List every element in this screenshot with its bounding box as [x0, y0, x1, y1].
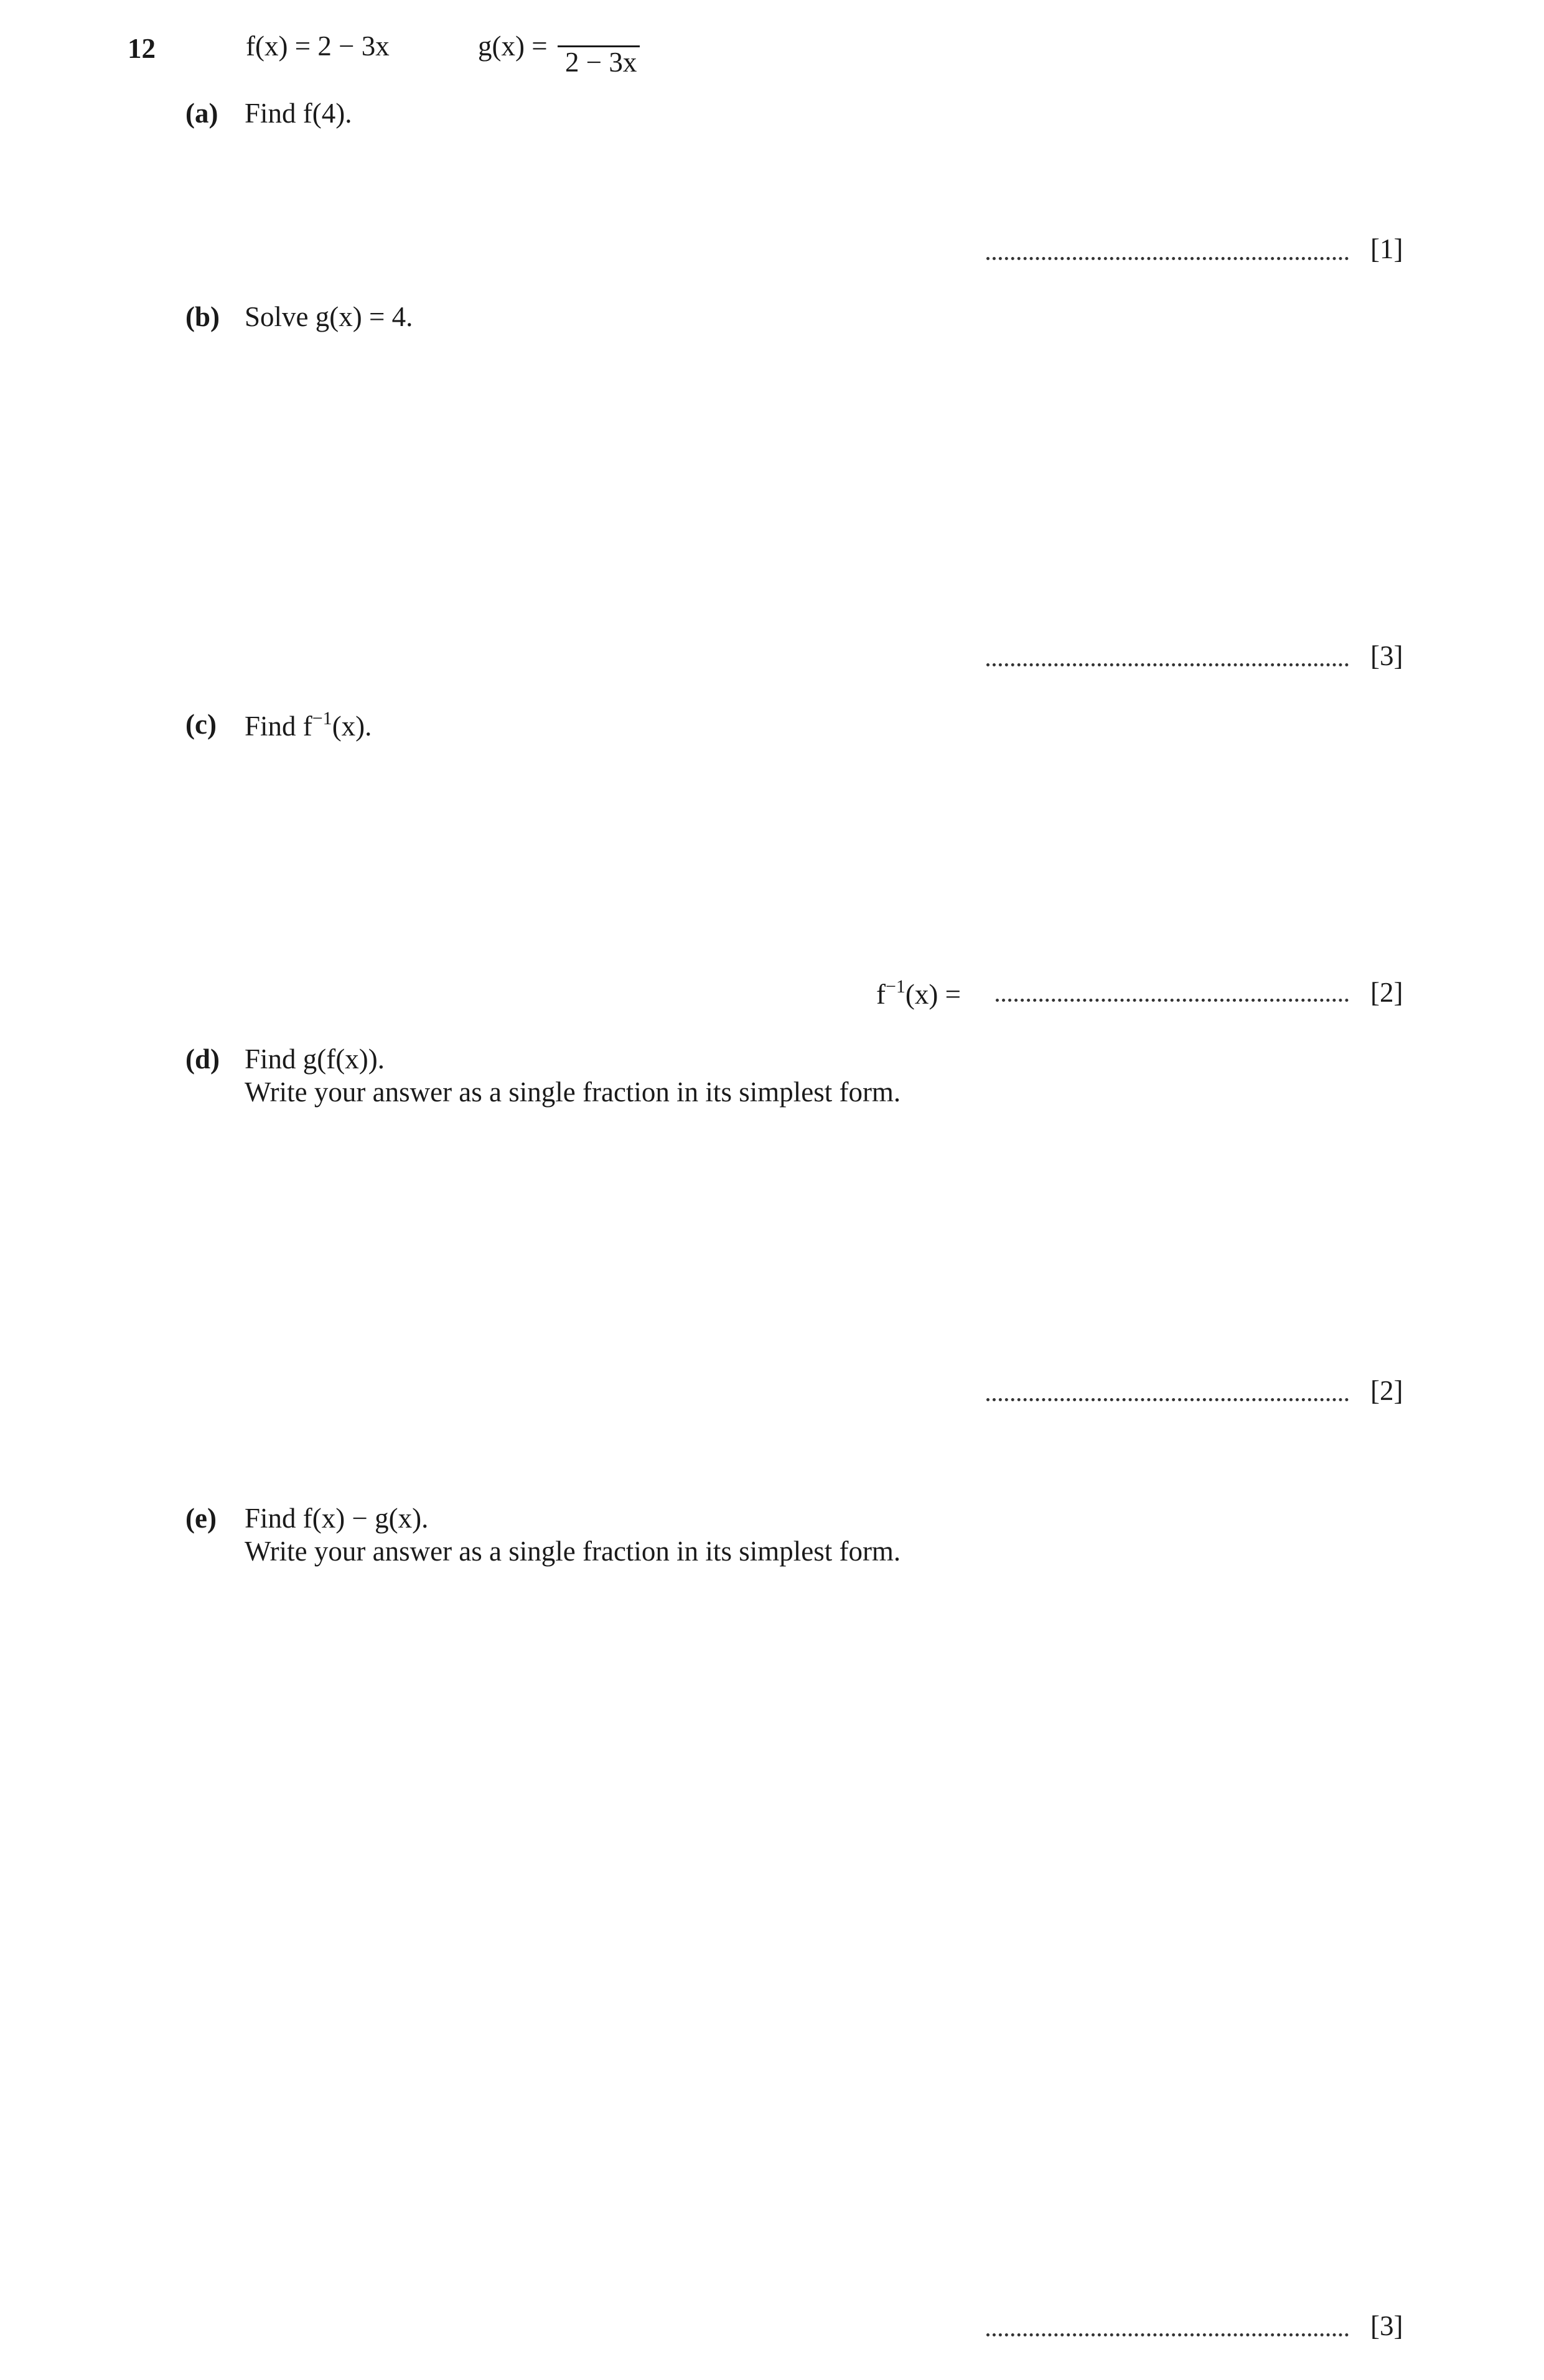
part-e-marks: [3] [1370, 2310, 1403, 2341]
part-b-marks: [3] [1370, 640, 1403, 671]
part-d-prompt: Find g(f(x)). [245, 1043, 385, 1075]
part-d-instruction: Write your answer as a single fraction in its simplest form. [245, 1076, 901, 1108]
part-a-marks: [1] [1370, 233, 1403, 264]
part-c-answer-f: f [876, 979, 886, 1010]
part-c-inverse-sup: −1 [312, 708, 332, 729]
part-c-answer-sup: −1 [886, 976, 905, 997]
question-number: 12 [128, 33, 156, 64]
part-e-label: (e) [185, 1503, 217, 1534]
part-c-prompt [245, 708, 372, 742]
part-b-label: (b) [185, 301, 220, 332]
f-definition: f(x) = 2 − 3x [246, 30, 390, 62]
part-b-answer-line[interactable] [986, 663, 1349, 666]
part-d-answer-line[interactable] [986, 1398, 1349, 1401]
part-a-prompt: Find f(4). [245, 98, 352, 129]
part-e-instruction: Write your answer as a single fraction in its simplest form. [245, 1536, 901, 1567]
part-b-prompt: Solve g(x) = 4. [245, 301, 413, 332]
part-d-marks: [2] [1370, 1375, 1403, 1406]
part-e-prompt: Find f(x) − g(x). [245, 1503, 429, 1534]
part-c-prompt-end: (x). [332, 711, 372, 742]
part-d-label: (d) [185, 1043, 220, 1075]
part-a-answer-line[interactable] [986, 257, 1349, 260]
part-e-answer-line[interactable] [986, 2333, 1349, 2336]
part-c-label: (c) [185, 709, 217, 740]
part-a-label: (a) [185, 98, 218, 129]
part-c-answer-line[interactable] [996, 999, 1349, 1002]
g-definition-lhs: g(x) = [478, 30, 548, 62]
part-c-answer-end: (x) = [905, 979, 961, 1010]
part-c-answer-prefix [876, 976, 961, 1010]
g-denominator: 2 − 3x [565, 47, 637, 78]
part-c-prompt-text: Find f [245, 711, 312, 742]
part-c-marks: [2] [1370, 977, 1403, 1008]
